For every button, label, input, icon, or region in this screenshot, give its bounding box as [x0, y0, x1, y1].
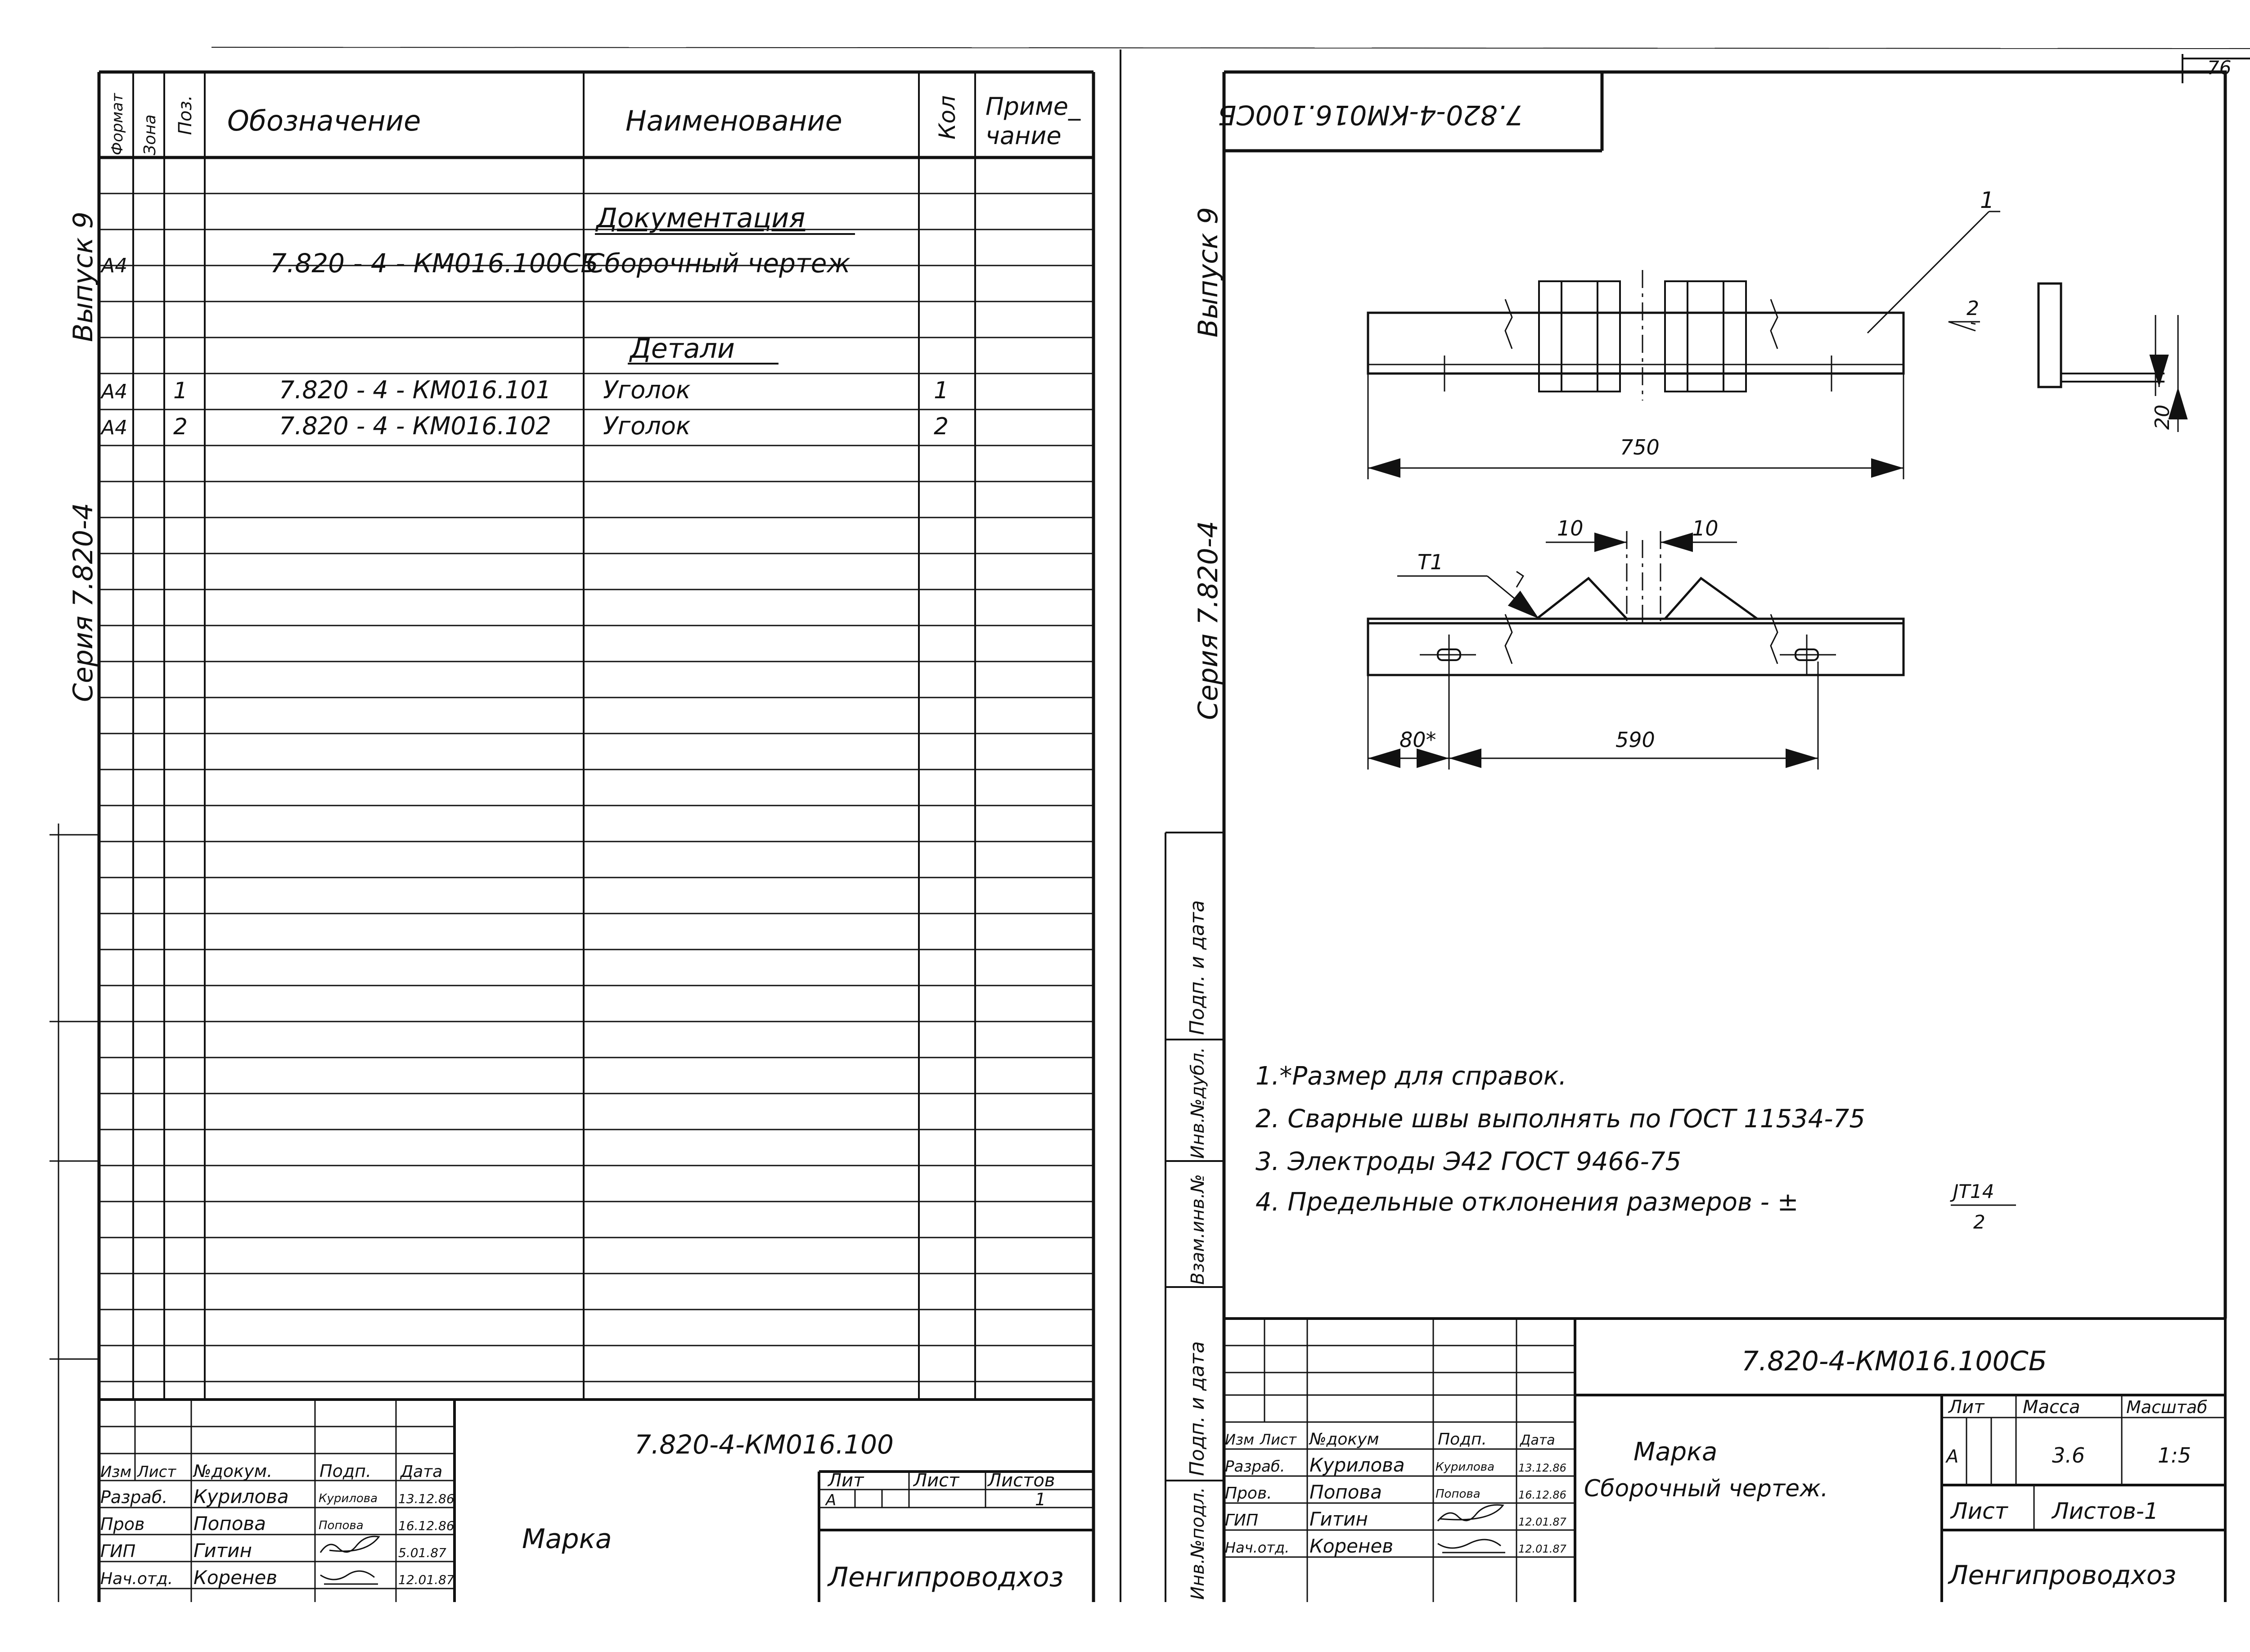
leader-line: [1487, 576, 1539, 619]
tolerance-numerator: JT14: [1953, 1180, 1994, 1202]
spec-cell-format: А4: [101, 416, 128, 439]
signature-row: [1225, 1505, 1567, 1530]
right-scale: 1:5: [2158, 1443, 2192, 1467]
date: 12.01.87: [1518, 1516, 1566, 1528]
left-document-code: 7.820-4-КМ016.100: [634, 1429, 894, 1460]
trim-line: [212, 47, 2250, 49]
signature-row: [100, 1485, 454, 1508]
left-series-label: Серия 7.820-4: [68, 503, 99, 702]
spec-header-note-line2: чание: [986, 122, 1062, 150]
page-number-box: [2182, 54, 2250, 83]
spec-cell-quantity: 1: [934, 377, 949, 404]
right-corner-code: 7.820-4-КМ016.100СБ: [1218, 99, 1523, 131]
person-name: Гитин: [1310, 1508, 1368, 1530]
header-date: Дата: [1520, 1432, 1555, 1448]
spec-cell-format: А4: [101, 254, 128, 277]
signature-row: [1225, 1481, 1566, 1503]
left-sheet: [50, 72, 1094, 1602]
date: 12.01.87: [398, 1572, 454, 1587]
spec-cell-designation: 7.820 - 4 - КМ016.100СБ: [270, 248, 598, 279]
header-doc-no: №докум.: [194, 1461, 273, 1481]
dim-offset: 80*: [1400, 728, 1436, 752]
right-mass: 3.6: [2052, 1443, 2085, 1467]
right-item-subtitle: Сборочный чертеж.: [1584, 1475, 1828, 1502]
signature-row: [100, 1566, 454, 1589]
note-3: 3. Электроды Э42 ГОСТ 9466-75: [1256, 1147, 1682, 1176]
role: Разраб.: [1225, 1458, 1285, 1476]
right-series-label: Серия 7.820-4: [1192, 521, 1224, 720]
dim-gap-left: 10: [1557, 516, 1584, 540]
left-issue-label: Выпуск 9: [68, 212, 99, 342]
spec-cell-format: А4: [101, 380, 128, 403]
spec-cell-name: Документация: [596, 203, 806, 234]
plan-view: [1368, 516, 1904, 770]
side-view: [2038, 284, 2178, 432]
header-change: Изм: [1225, 1431, 1255, 1448]
right-sheets-label: Листов-1: [2052, 1498, 2159, 1524]
spec-row-lines: [99, 194, 1094, 1382]
spec-row: [100, 376, 949, 404]
date: 16.12.86: [398, 1518, 454, 1533]
note-2: 2. Сварные швы выполнять по ГОСТ 11534-75: [1256, 1104, 1865, 1134]
person-name: Курилова: [194, 1485, 289, 1508]
spec-cell-name: Уголок: [603, 412, 691, 440]
dim-gap-right: 10: [1692, 516, 1719, 540]
right-sheet: [1166, 72, 2225, 1602]
margin-stamp: Взам.инв.№: [1188, 1174, 1208, 1285]
spec-cell-designation: 7.820 - 4 - КМ016.101: [279, 376, 551, 404]
signature-row: [1225, 1454, 1566, 1476]
right-organization: Ленгипроводхоз: [1948, 1560, 2177, 1590]
date: 13.12.86: [398, 1491, 454, 1506]
role: ГИП: [100, 1541, 136, 1561]
spec-row: [100, 248, 850, 279]
leader-1: 1: [1980, 187, 1994, 213]
right-mass-header: Масса: [2023, 1397, 2080, 1418]
page-number: 76: [2207, 57, 2232, 79]
handwritten-signature: Курилова: [1436, 1460, 1495, 1474]
spec-cell-position: 1: [173, 378, 188, 404]
margin-stamp: Инв.№дубл.: [1188, 1047, 1208, 1159]
role: Нач.отд.: [1225, 1539, 1290, 1556]
header-signature: Подп.: [320, 1461, 372, 1481]
right-item-title: Марка: [1634, 1437, 1718, 1467]
header-sheet: Лист: [137, 1463, 176, 1481]
date: 5.01.87: [398, 1545, 446, 1560]
right-title-block: [1224, 1319, 2225, 1602]
margin-stamp: Подп. и дата: [1186, 900, 1209, 1035]
spec-header-name: Наименование: [626, 104, 842, 137]
person-name: Попова: [194, 1512, 266, 1535]
person-name: Гитин: [194, 1539, 252, 1562]
leader-2: 2: [1966, 297, 1979, 320]
handwritten-signature: Попова: [1436, 1487, 1480, 1501]
note-1: 1.*Размер для справок.: [1256, 1062, 1567, 1091]
spec-row: [100, 412, 949, 440]
dim-angle: 20: [2151, 405, 2174, 430]
left-sheets-header: Листов: [988, 1470, 1055, 1491]
spec-header-note-line1: Приме_: [986, 92, 1080, 121]
right-issue-label: Выпуск 9: [1192, 207, 1224, 338]
right-letter: А: [1946, 1446, 1959, 1467]
spec-cell-designation: 7.820 - 4 - КМ016.102: [279, 412, 551, 440]
right-sheet-label: Лист: [1951, 1498, 2008, 1524]
signature-row: [1225, 1535, 1567, 1557]
left-item-title: Марка: [522, 1523, 612, 1555]
note-4: 4. Предельные отклонения размеров - ±: [1256, 1188, 1799, 1217]
spec-header-quantity: Кол: [934, 95, 960, 140]
right-letter-header: Лит: [1948, 1397, 1984, 1418]
handwritten-signature: [1438, 1505, 1503, 1521]
assembly-drawing: [1368, 187, 2178, 770]
spec-cell-quantity: 2: [934, 413, 949, 440]
spec-cell-name: Уголок: [603, 376, 691, 404]
front-view: [1368, 270, 1904, 401]
left-sheets-total: 1: [1035, 1490, 1046, 1509]
header-doc-no: №докум: [1310, 1430, 1379, 1449]
date: 16.12.86: [1518, 1489, 1566, 1501]
spec-header-zone: Зона: [141, 114, 159, 155]
role: ГИП: [1225, 1511, 1259, 1530]
left-sheet-header: Лист: [914, 1470, 959, 1491]
spec-header-designation: Обозначение: [227, 104, 421, 137]
person-name: Попова: [1310, 1481, 1382, 1503]
right-scale-header: Масштаб: [2126, 1397, 2208, 1417]
right-document-code: 7.820-4-КМ016.100СБ: [1742, 1346, 2047, 1377]
left-letter: А: [826, 1491, 837, 1509]
dim-length: 750: [1620, 435, 1660, 459]
person-name: Коренев: [1310, 1535, 1394, 1557]
binding-ticks: [50, 835, 99, 1359]
role: Пров: [100, 1514, 145, 1534]
spec-header-position: Поз.: [175, 95, 196, 135]
notes: [1256, 1062, 2016, 1233]
spec-cell-position: 2: [173, 414, 188, 440]
date: 13.12.86: [1518, 1462, 1566, 1474]
spec-header-format: Формат: [108, 93, 126, 155]
handwritten-signature: Курилова: [319, 1492, 378, 1505]
person-name: Курилова: [1310, 1454, 1405, 1476]
margin-stamp: Подп. и дата: [1186, 1341, 1209, 1476]
header-signature: Подп.: [1438, 1430, 1487, 1449]
spec-cell-name: Сборочный чертеж: [586, 248, 850, 279]
left-organization: Ленгипроводхоз: [828, 1562, 1064, 1593]
left-title-block: [99, 1400, 1094, 1602]
handwritten-signature: [320, 1536, 379, 1553]
role: Пров.: [1225, 1484, 1272, 1503]
signature-row: [100, 1512, 454, 1535]
role: Разраб.: [100, 1487, 168, 1507]
handwritten-signature: [320, 1571, 378, 1584]
handwritten-signature: Попова: [319, 1519, 364, 1532]
person-name: Коренев: [194, 1566, 278, 1589]
weld-mark: Т1: [1418, 550, 1444, 574]
header-change: Изм: [100, 1463, 132, 1481]
spec-cell-name: Детали: [630, 333, 735, 365]
header-sheet: Лист: [1260, 1431, 1297, 1448]
header-date: Дата: [400, 1463, 443, 1481]
signature-row: [100, 1536, 446, 1562]
handwritten-signature: [1438, 1539, 1505, 1553]
dim-holes: 590: [1616, 728, 1655, 752]
margin-stamp: Инв.№подл.: [1188, 1487, 1208, 1600]
leader-line: [1971, 323, 1976, 324]
tolerance-denominator: 2: [1973, 1211, 1985, 1233]
leader-line: [1948, 322, 1980, 331]
role: Нач.отд.: [100, 1570, 173, 1588]
date: 12.01.87: [1518, 1543, 1566, 1555]
left-letter-header: Лит: [828, 1470, 864, 1491]
